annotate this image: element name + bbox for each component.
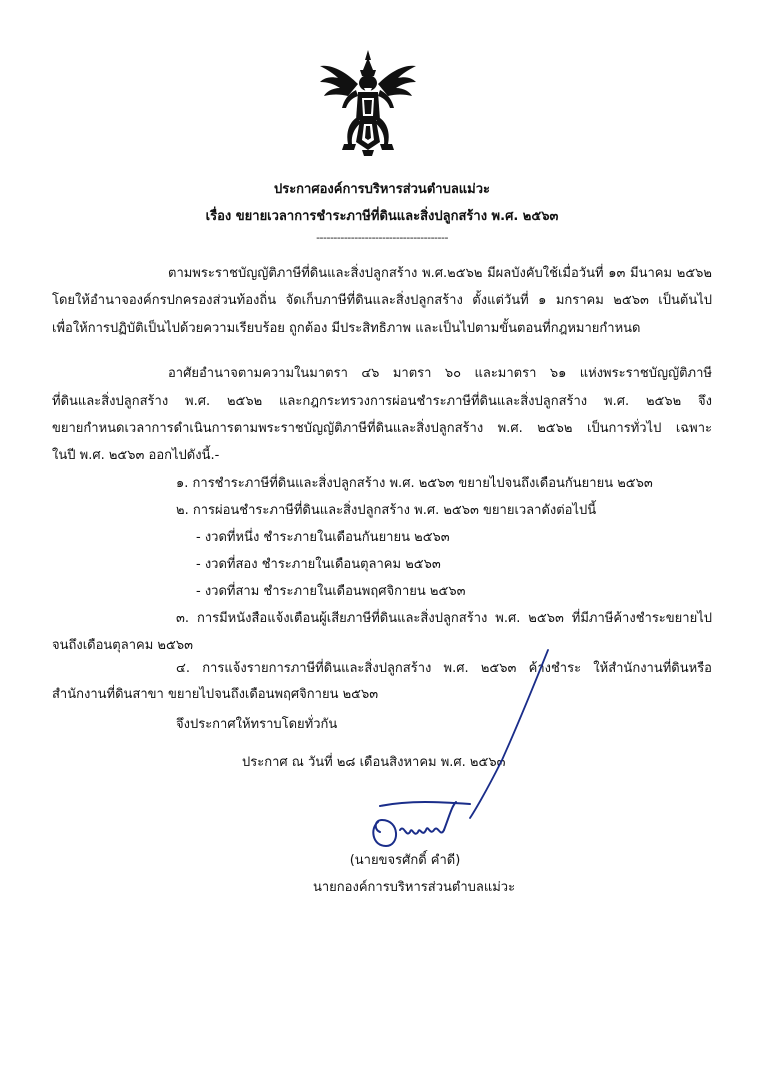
item-2: ๒. การผ่อนชำระภาษีที่ดินและสิ่งปลูกสร้าง พ.ศ. ๒๕๖๓ ขยายเวลาดังต่อไปนี้ <box>176 503 597 518</box>
garuda-emblem-icon <box>318 50 418 158</box>
title-divider: -------------------------------------- <box>316 231 448 244</box>
paragraph-2-line-3: ขยายกำหนดเวลาการดำเนินการตามพระราชบัญญัติภาษีที่ดินและสิ่งปลูกสร้าง พ.ศ. ๒๕๖๒ เป็นการทั่วไป เฉพาะ <box>52 421 712 436</box>
closing-statement: จึงประกาศให้ทราบโดยทั่วกัน <box>176 717 338 732</box>
item-2-installment-1: - งวดที่หนึ่ง ชำระภายในเดือนกันยายน ๒๕๖๓ <box>196 530 450 545</box>
announcement-title: ประกาศองค์การบริหารส่วนตำบลแม่วะ <box>273 182 491 197</box>
signatory-position: นายกองค์การบริหารส่วนตำบลแม่วะ <box>313 880 516 895</box>
item-4-line-2: สำนักงานที่ดินสาขา ขยายไปจนถึงเดือนพฤศจิกายน ๒๕๖๓ <box>52 687 379 702</box>
item-3-line-2: จนถึงเดือนตุลาคม ๒๕๖๓ <box>52 638 193 653</box>
announcement-subject: เรื่อง ขยายเวลาการชำระภาษีที่ดินและสิ่งปลูกสร้าง พ.ศ. ๒๕๖๓ <box>205 209 559 224</box>
announcement-date: ประกาศ ณ วันที่ ๒๘ เดือนสิงหาคม พ.ศ. ๒๕๖๓ <box>242 755 506 770</box>
paragraph-2-line-4: ในปี พ.ศ. ๒๕๖๓ ออกไปดังนี้.- <box>52 448 220 463</box>
item-2-installment-3: - งวดที่สาม ชำระภายในเดือนพฤศจิกายน ๒๕๖๓ <box>196 584 466 599</box>
item-2-installment-2: - งวดที่สอง ชำระภายในเดือนตุลาคม ๒๕๖๓ <box>196 557 441 572</box>
signatory-name: (นายขจรศักดิ์ คำดี) <box>349 853 461 868</box>
paragraph-1-line-3: เพื่อให้การปฏิบัติเป็นไปด้วยความเรียบร้อย ถูกต้อง มีประสิทธิภาพ และเป็นไปตามขั้นตอนที่กฎหมายกำหนด <box>52 321 641 336</box>
item-3-line-1: ๓. การมีหนังสือแจ้งเตือนผู้เสียภาษีที่ดินและสิ่งปลูกสร้าง พ.ศ. ๒๕๖๓ ที่มีภาษีค้างชำระขยายไป <box>176 611 712 626</box>
paragraph-1-line-1: ตามพระราชบัญญัติภาษีที่ดินและสิ่งปลูกสร้าง พ.ศ.๒๕๖๒ มีผลบังคับใช้เมื่อวันที่ ๑๓ มีนาคม ๒๕๖๒ <box>168 266 712 281</box>
handwritten-signature <box>360 800 478 852</box>
paragraph-2-line-1: อาศัยอำนาจตามความในมาตรา ๔๖ มาตรา ๖๐ และมาตรา ๖๑ แห่งพระราชบัญญัติภาษี <box>168 366 712 381</box>
paragraph-2-line-2: ที่ดินและสิ่งปลูกสร้าง พ.ศ. ๒๕๖๒ และกฎกระทรวงการผ่อนชำระภาษีที่ดินและสิ่งปลูกสร้าง พ.ศ. ๒๕๖๒ จึง <box>52 394 712 409</box>
paragraph-1-line-2: โดยให้อำนาจองค์กรปกครองส่วนท้องถิ่น จัดเก็บภาษีที่ดินและสิ่งปลูกสร้าง ตั้งแต่วันที่ ๑ มกราคม ๒๕๖๓ เป็นต้นไป <box>52 293 712 308</box>
item-4-line-1: ๔. การแจ้งรายการภาษีที่ดินและสิ่งปลูกสร้าง พ.ศ. ๒๕๖๓ ค้างชำระ ให้สำนักงานที่ดินหรือ <box>176 661 712 676</box>
item-1: ๑. การชำระภาษีที่ดินและสิ่งปลูกสร้าง พ.ศ. ๒๕๖๓ ขยายไปจนถึงเดือนกันยายน ๒๕๖๓ <box>176 476 653 491</box>
